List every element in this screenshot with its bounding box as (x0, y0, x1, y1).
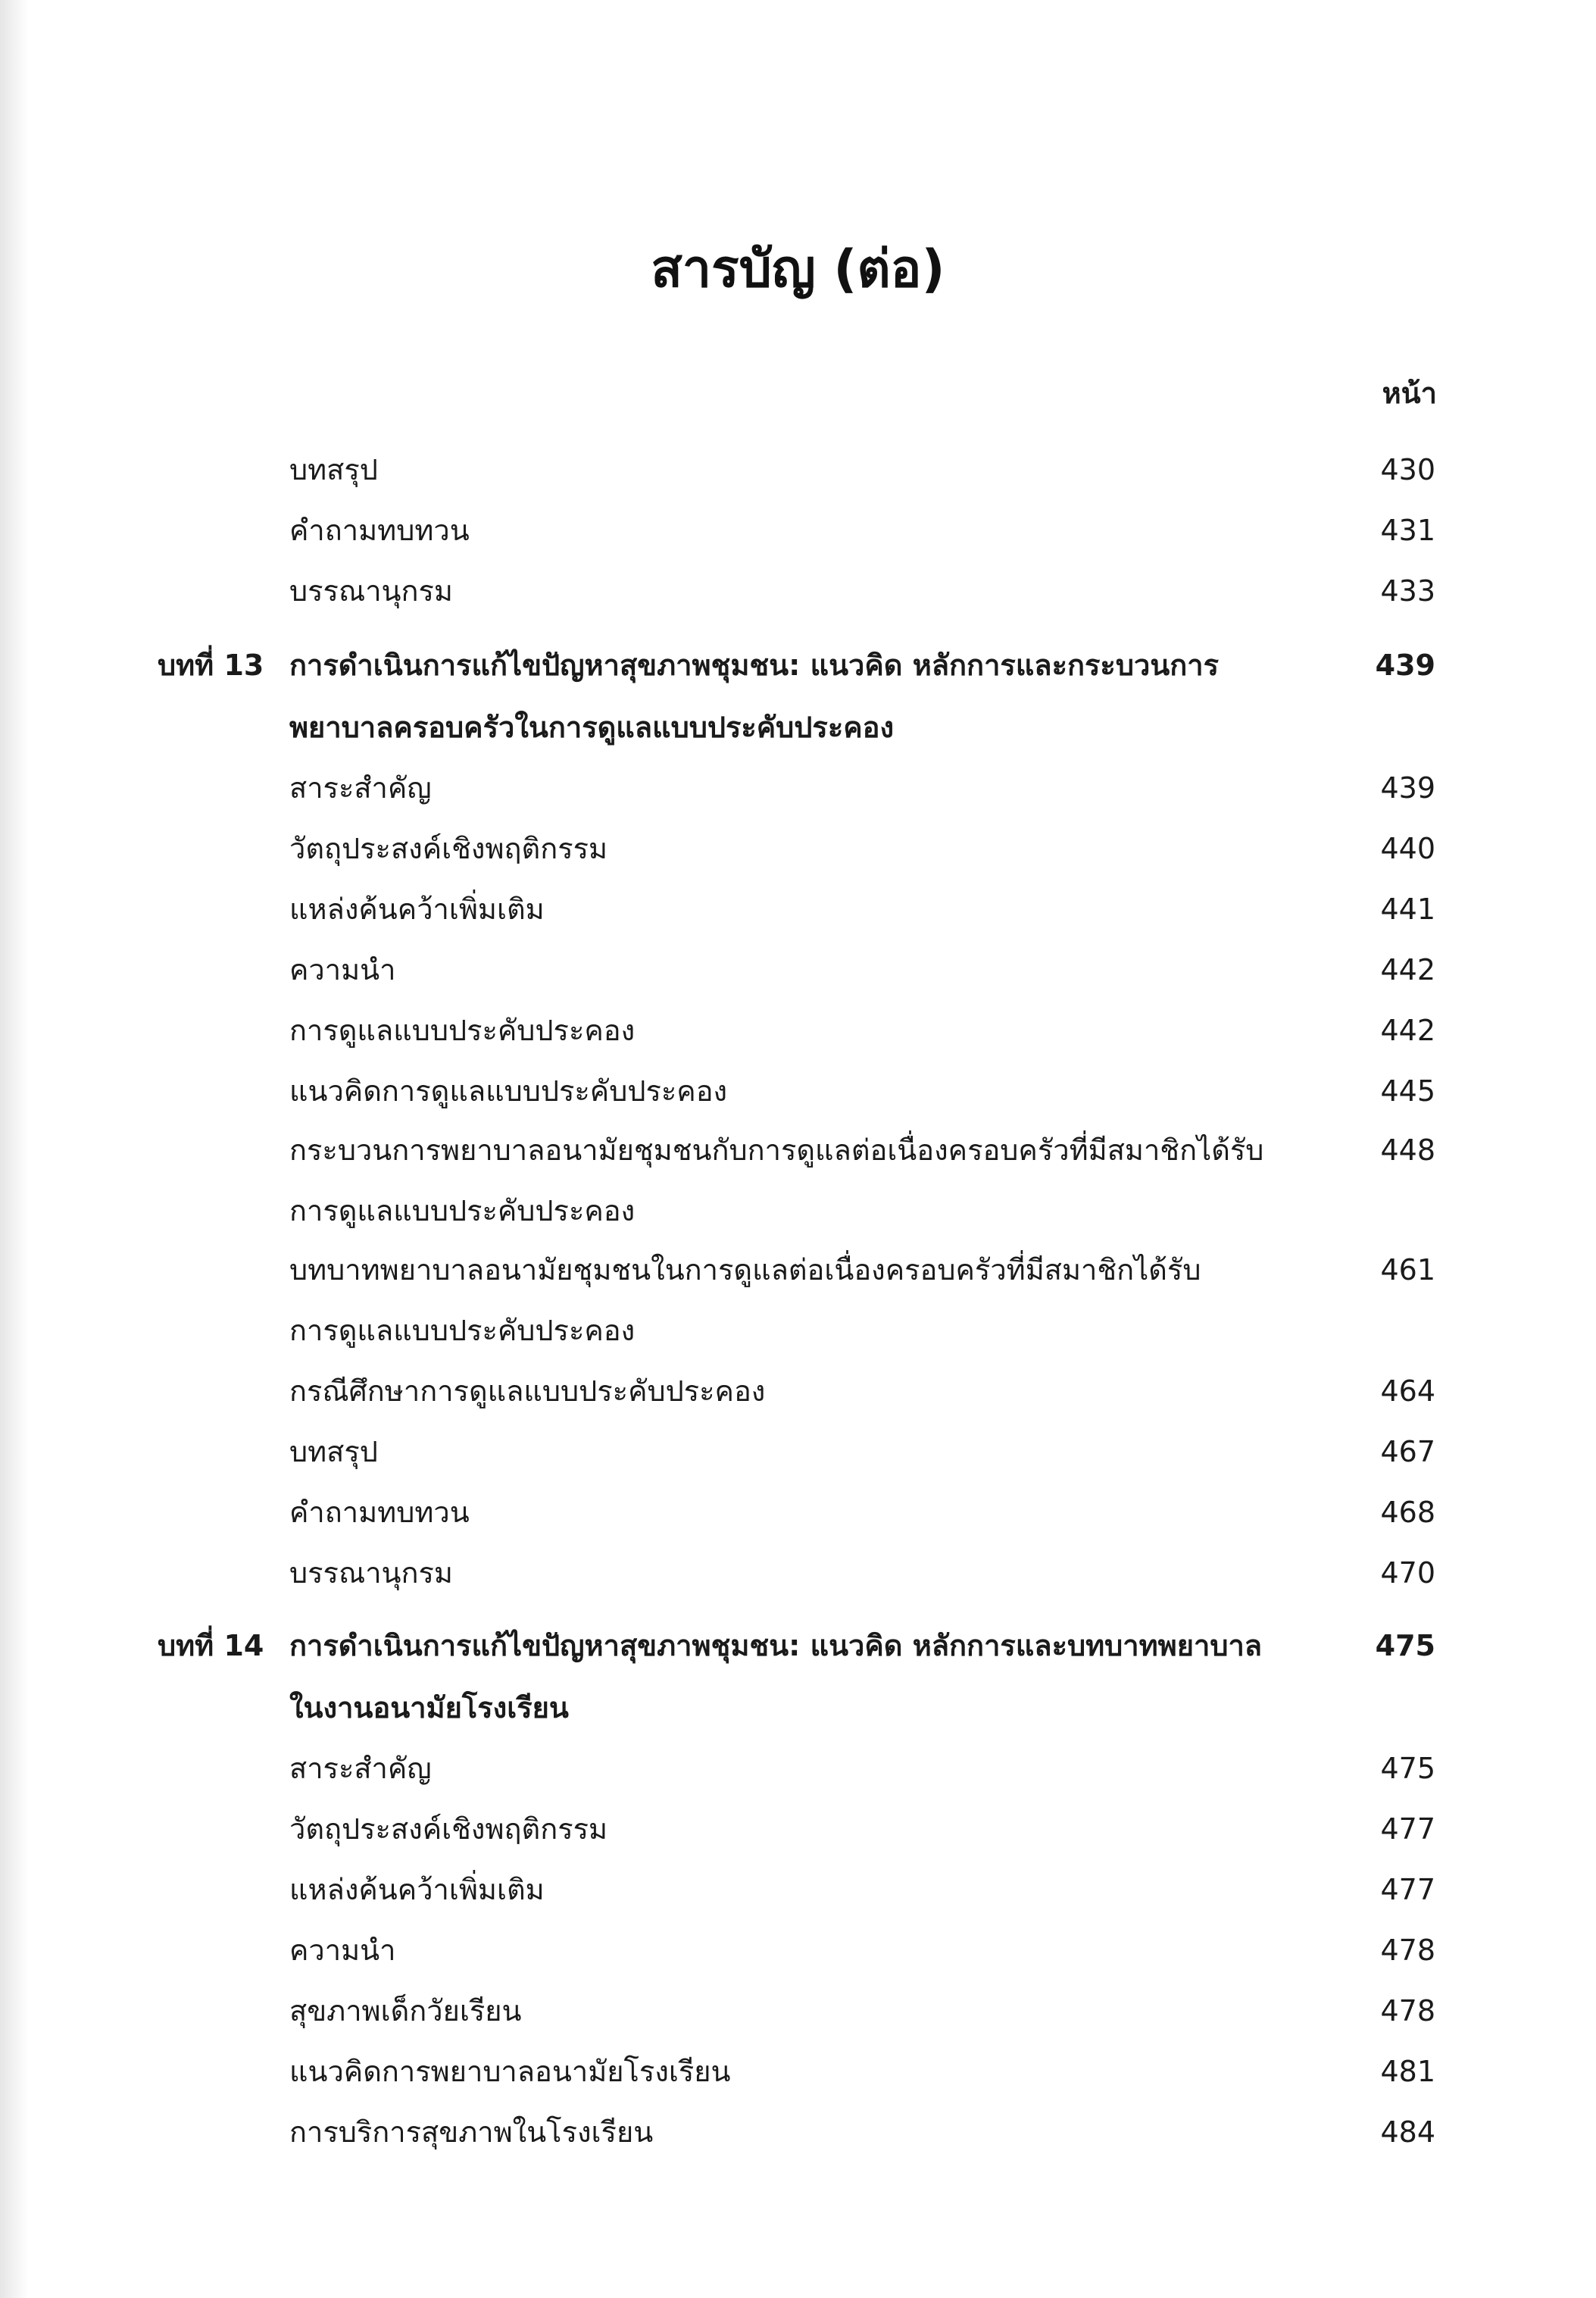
toc-entry-label: สาระสำคัญ (289, 771, 432, 805)
chapter-title-line1: การดำเนินการแก้ไขปัญหาสุขภาพชุมชน: แนวคิด หลักการและบทบาทพยาบาล (289, 1629, 1263, 1662)
toc-entry-label: บรรณานุกรม (289, 1556, 453, 1590)
toc-entry-page: 445 (1380, 1074, 1435, 1108)
toc-entry-label: บรรณานุกรม (289, 574, 453, 608)
toc-entry-label: สาระสำคัญ (289, 1752, 432, 1785)
toc-entry-label: กระบวนการพยาบาลอนามัยชุมชนกับการดูแลต่อเนื่องครอบครัวที่มีสมาชิกได้รับ (289, 1133, 1264, 1167)
toc-entry-label: วัตถุประสงค์เชิงพฤติกรรม (289, 1812, 608, 1846)
toc-entry-page: 439 (1380, 771, 1435, 805)
toc-entry-label-cont: การดูแลแบบประคับประคอง (289, 1314, 636, 1347)
toc-entry-label: คำถามทบทวน (289, 514, 470, 547)
toc-entry-label-cont: การดูแลแบบประคับประคอง (289, 1194, 636, 1227)
toc-entry-label: บทสรุป (289, 1435, 378, 1468)
toc-entry-page: 461 (1380, 1253, 1435, 1287)
toc-entry-label: วัตถุประสงค์เชิงพฤติกรรม (289, 832, 608, 865)
chapter-title-line2: ในงานอนามัยโรงเรียน (289, 1691, 569, 1724)
page-title: สารบัญ (ต่อ) (651, 239, 945, 299)
toc-entry-page: 433 (1380, 574, 1435, 608)
toc-entry-label: การบริการสุขภาพในโรงเรียน (289, 2115, 654, 2149)
toc-entry-page: 441 (1380, 893, 1435, 926)
toc-entry-label: บทบาทพยาบาลอนามัยชุมชนในการดูแลต่อเนื่องครอบครัวที่มีสมาชิกได้รับ (289, 1253, 1201, 1287)
toc-entry-page: 430 (1380, 453, 1435, 486)
toc-entry-label: แนวคิดการพยาบาลอนามัยโรงเรียน (289, 2055, 731, 2088)
toc-entry-label: แนวคิดการดูแลแบบประคับประคอง (289, 1074, 728, 1108)
toc-entry-page: 464 (1380, 1374, 1435, 1408)
toc-entry-page: 442 (1380, 1014, 1435, 1047)
toc-entry-page: 478 (1380, 1934, 1435, 1967)
toc-entry-page: 448 (1380, 1133, 1435, 1167)
toc-entry-page: 477 (1380, 1812, 1435, 1846)
toc-entry-page: 481 (1380, 2055, 1435, 2088)
toc-entry-page: 442 (1380, 953, 1435, 986)
toc-entry-label: ความนำ (289, 1934, 396, 1967)
toc-entry-page: 470 (1380, 1556, 1435, 1590)
chapter-title-line1: การดำเนินการแก้ไขปัญหาสุขภาพชุมชน: แนวคิด หลักการและกระบวนการ (289, 649, 1220, 682)
toc-entry-page: 440 (1380, 832, 1435, 865)
toc-entry-label: แหล่งค้นคว้าเพิ่มเติม (289, 1873, 545, 1906)
toc-entry-page: 467 (1380, 1435, 1435, 1468)
toc-entry-page: 478 (1380, 1994, 1435, 2028)
toc-entry-page: 475 (1380, 1752, 1435, 1785)
page-column-heading: หน้า (1382, 377, 1437, 410)
toc-entry-label: ความนำ (289, 953, 396, 986)
toc-entry-page: 477 (1380, 1873, 1435, 1906)
toc-entry-page: 468 (1380, 1496, 1435, 1529)
toc-entry-label: การดูแลแบบประคับประคอง (289, 1014, 636, 1047)
toc-entry-label: กรณีศึกษาการดูแลแบบประคับประคอง (289, 1374, 766, 1408)
toc-entry-label: แหล่งค้นคว้าเพิ่มเติม (289, 893, 545, 926)
chapter-number: บทที่ 14 (158, 1629, 264, 1662)
toc-entry-page: 484 (1380, 2115, 1435, 2149)
toc-entry-label: คำถามทบทวน (289, 1496, 470, 1529)
toc-entry-page: 431 (1380, 514, 1435, 547)
chapter-number: บทที่ 13 (158, 649, 264, 682)
chapter-page: 475 (1375, 1629, 1435, 1662)
chapter-title-line2: พยาบาลครอบครัวในการดูแลแบบประคับประคอง (289, 711, 895, 744)
chapter-page: 439 (1375, 649, 1435, 682)
toc-entry-label: บทสรุป (289, 453, 378, 486)
toc-entry-label: สุขภาพเด็กวัยเรียน (289, 1994, 522, 2028)
